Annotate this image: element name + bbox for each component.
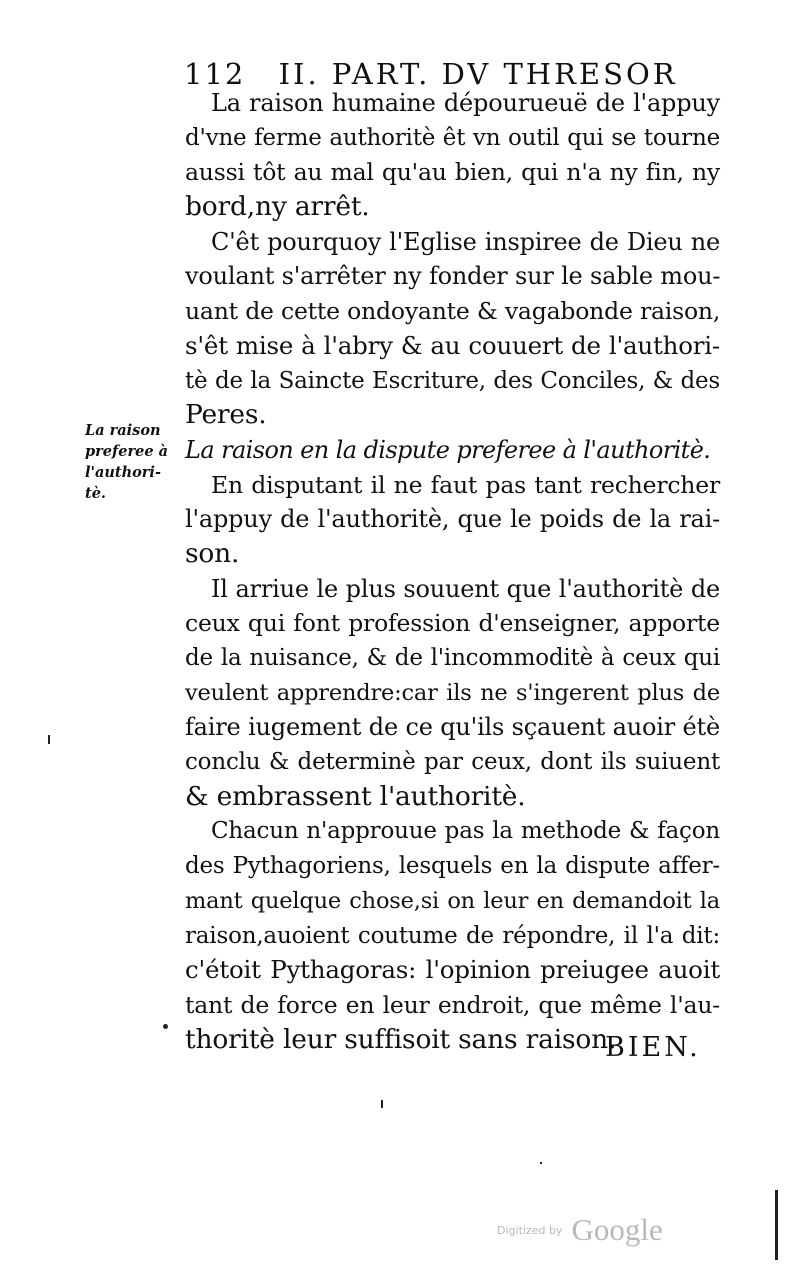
text-line: Il arriue le plus souuent que l'authoritè de [211, 574, 720, 603]
margin-note-line: l'authori- [85, 464, 161, 481]
page-number: 112 [184, 57, 246, 91]
ink-speck [540, 1162, 542, 1164]
ink-speck [48, 735, 50, 744]
text-line: & embrassent l'authoritè. [185, 780, 526, 812]
margin-note-line: tè. [85, 485, 106, 502]
text-line: La raison humaine dépourueuë de l'appuy [211, 89, 720, 117]
text-line: tè de la Saincte Escriture, des Conciles, & des [185, 367, 720, 394]
text-line: faire iugement de ce qu'ils sçauent auoir étè [185, 713, 720, 742]
text-line: uant de cette ondoyante & vagabonde raison, [185, 297, 721, 326]
text-line: s'êt mise à l'abry & au couuert de l'authori- [185, 330, 720, 360]
text-line: son. [185, 537, 240, 569]
ink-speck [775, 1190, 778, 1260]
part-label: II. PART. [278, 57, 431, 91]
text-line: des Pythagoriens, lesquels en la dispute affer- [185, 853, 720, 880]
text-line: bord,ny arrêt. [185, 191, 370, 223]
text-line: Peres. [185, 399, 267, 431]
text-line: conclu & determinè par ceux, dont ils suiuent [185, 749, 720, 776]
margin-note-line: preferee à [85, 443, 168, 460]
text-line: Chacun n'approuue pas la methode & façon [211, 818, 720, 845]
text-line: En disputant il ne faut pas tant rechercher [211, 470, 720, 499]
text-line: C'êt pourquoy l'Eglise inspiree de Dieu ne [211, 227, 720, 256]
text-line: tant de force en leur endroit, que même l'au- [185, 990, 720, 1019]
ink-speck [381, 1100, 383, 1108]
text-line: de la nuisance, & de l'incommoditè à ceux qui [185, 645, 720, 671]
margin-note-line: La raison [85, 422, 161, 439]
text-line: ceux qui font profession d'enseigner, apporte [185, 609, 720, 638]
text-line: voulant s'arrêter ny fonder sur le sable mou- [185, 262, 721, 291]
ink-speck [163, 1024, 168, 1029]
text-line: c'étoit Pythagoras: l'opinion preiugee auoit [185, 955, 720, 985]
margin-note [85, 420, 177, 504]
body-text [185, 86, 720, 1057]
book-title: DV THRESOR [441, 57, 678, 91]
watermark-prefix: Digitized by [497, 1223, 563, 1237]
catchword: BIEN. [605, 1032, 701, 1063]
google-logo: Google [571, 1212, 663, 1247]
text-line: thoritè leur suffisoit sans raison. [185, 1023, 617, 1055]
text-line: raison,auoient coutume de répondre, il l'a dit: [185, 922, 720, 949]
section-heading: La raison en la dispute preferee à l'authoritè. [185, 435, 711, 464]
text-line: mant quelque chose,si on leur en demandoit la [185, 887, 720, 914]
text-line: aussi tôt au mal qu'au bien, qui n'a ny fin, ny [185, 158, 720, 187]
digitized-watermark [497, 1212, 663, 1248]
text-line: l'appuy de l'authoritè, que le poids de la rai- [185, 505, 720, 534]
text-line: d'vne ferme authoritè êt vn outil qui se tourne [185, 124, 720, 151]
text-line: veulent apprendre:car ils ne s'ingerent plus de [185, 679, 720, 706]
